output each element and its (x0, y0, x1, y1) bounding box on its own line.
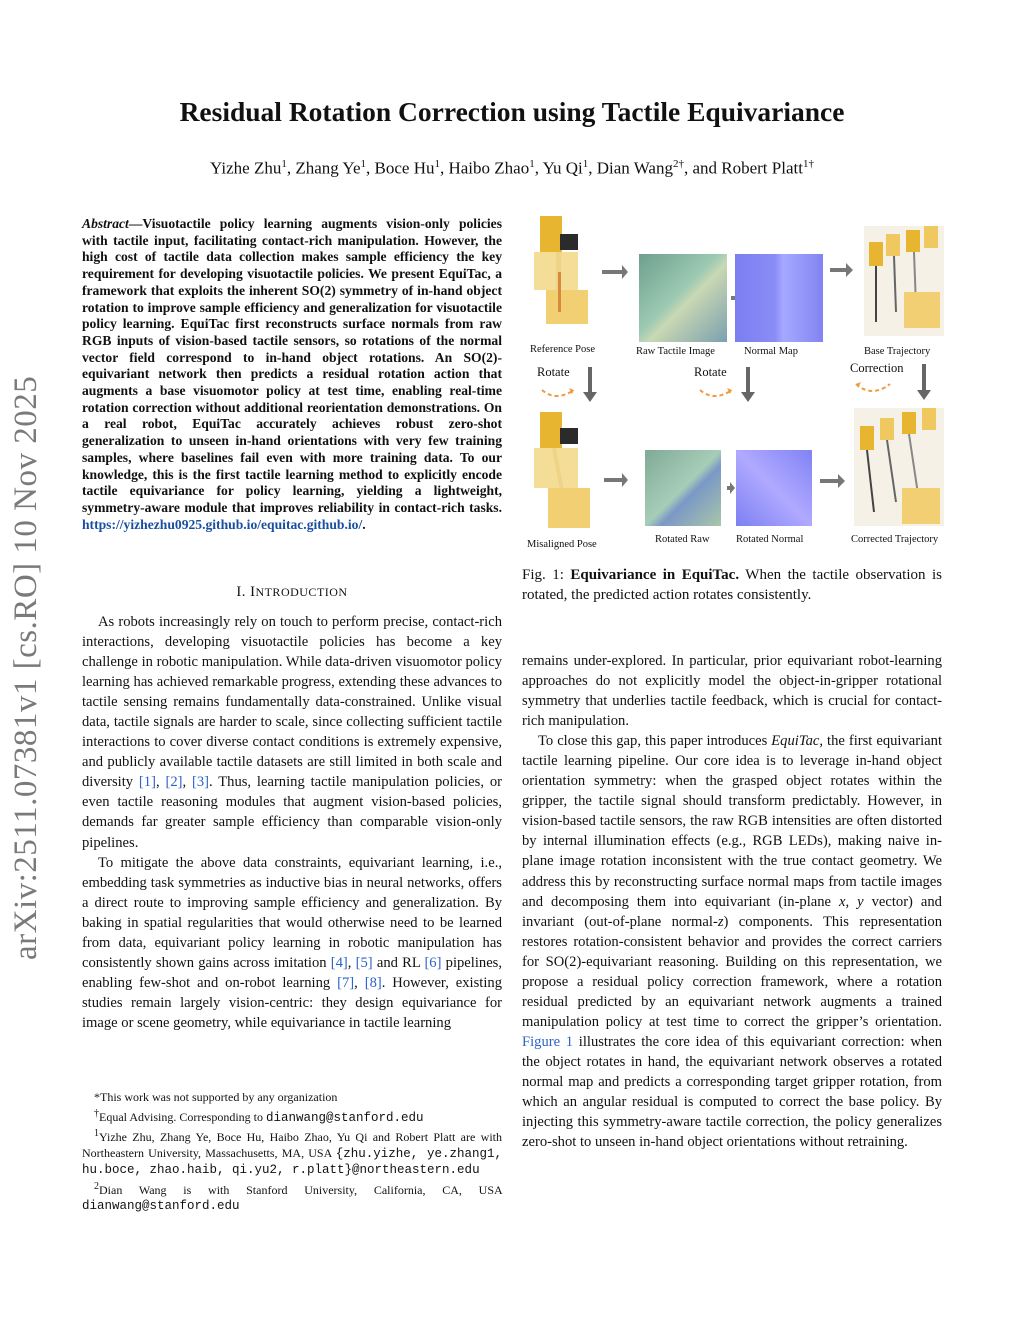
rotated-normal-image (736, 450, 812, 526)
author: Dian Wang (596, 158, 673, 178)
abstract (82, 216, 502, 533)
citation-link[interactable]: [4] (330, 954, 348, 971)
label-rotate-mid: Rotate (694, 365, 727, 379)
intro-paragraph-2: To mitigate the above data constraints, equivariant learning, i.e., embedding task symmetries as inductive bias in neural networks, offers a direct route to improving sample efficiency and generalization. By baking in spatial regularities that would otherwise need to be learned from data, equivariant policy learning in robotic manipulation has consistently shown gains across imitation [4], [5] and RL [6] pipelines, enabling few-shot and on-robot learning [7], [8]. However, existing studies remain largely vision-centric: they design equivariance for image or scene geometry, while equivariance in tactile learning (82, 854, 502, 1031)
right-paragraph-0: remains under-explored. In particular, prior equivariant robot-learning approaches do not explicitly model the object-in-gripper rotational symmetry that underlies tactile feedback, which is crucial for contact-rich manipulation. (522, 653, 942, 730)
label-reference-pose: Reference Pose (530, 344, 596, 355)
paper-title: Residual Rotation Correction using Tactile Equivariance (179, 96, 845, 127)
method-name: EquiTac (771, 733, 820, 750)
citation-link[interactable]: [3] (191, 774, 210, 791)
footnote-advising: †Equal Advising. Corresponding to dianwang@stanford.edu (94, 1107, 424, 1125)
author-affiliation: 1 (281, 158, 287, 170)
abstract-end: . (362, 516, 366, 532)
email-link[interactable]: dianwang@stanford.edu (266, 1110, 424, 1125)
citation-link[interactable]: [5] (355, 954, 373, 971)
caption-text: When the tactile observation is rotated, the predicted action rotates consistently. (522, 567, 942, 603)
caption-title: Equivariance in EquiTac. (570, 567, 740, 583)
author: Boce Hu (374, 158, 435, 178)
arrow-icon (602, 265, 628, 279)
label-normal-map: Normal Map (744, 346, 798, 357)
reference-pose-image (534, 216, 588, 324)
author-affiliation: 1 (360, 158, 367, 170)
footnote-affiliation-2: $^2$Dian Wang is with Stanford University, California, CA, USA dianwang@stanford.edu (82, 1180, 502, 1213)
author-affiliation: 1 (582, 158, 589, 170)
author: Yizhe Zhu (210, 158, 282, 178)
label-raw-tactile: Raw Tactile Image (636, 346, 715, 357)
corrected-trajectory-image (854, 408, 944, 526)
caption-label: Fig. 1: (522, 567, 564, 583)
label-rotated-raw: Rotated Raw (655, 534, 710, 545)
label-corrected-trajectory: Corrected Trajectory (851, 534, 939, 545)
label-rotate-left: Rotate (537, 365, 570, 379)
rotated-raw-image (645, 450, 721, 526)
abstract-label: Abstract (82, 216, 129, 231)
author-affiliation: 1 (529, 158, 535, 170)
abstract-text: —Visuotactile policy learning augments vision-only policies with tactile input, facilitating contact-rich manipulation. However, the high cost of tactile data collection makes sample efficiency the key requirement for developing visuotactile policies. We present EquiTac, a framework that exploits the inherent SO(2) symmetry of in-hand object rotation to improve sample efficiency and generalization for visuotactile policy learning. EquiTac first reconstructs surface normals from raw RGB inputs of vision-based tactile sensors, so rotations of the normal vector field correspond to in-hand object rotations. An SO(2)-equivariant network then predicts a residual rotation action that augments a base visuomotor policy at test time, enabling real-time rotation correction without additional reorientation demonstrations. On a real robot, EquiTac accurately achieves robust zero-shot generalization to unseen in-hand orientations with very few training samples, where baselines fail even with more training data. To our knowledge, this is the first tactile learning method to explicitly encode tactile equivariance for policy learning, yielding a lightweight, symmetry-aware module that improves reliability in contact-rich tasks. (82, 216, 502, 515)
author: Zhang Ye (295, 158, 361, 178)
arrow-icon (830, 263, 853, 277)
arrow-icon (820, 474, 845, 488)
author-affiliation: 1† (802, 158, 814, 170)
arxiv-identifier: arXiv:2511.07381v1 [cs.RO] 10 Nov 2025 (8, 375, 44, 960)
base-trajectory-image (864, 226, 944, 336)
down-arrow-icon (741, 367, 755, 402)
citation-link[interactable]: [7] (337, 974, 355, 991)
figure-1-graphic (524, 212, 944, 557)
misaligned-pose-image (534, 412, 590, 528)
footnotes (82, 1090, 502, 1215)
citation-link[interactable]: [6] (424, 954, 442, 971)
author-affiliation: 2† (672, 158, 684, 170)
rotate-arrow-icon (542, 388, 574, 396)
down-arrow-icon (583, 367, 597, 402)
label-rotated-normal: Rotated Normal (736, 534, 804, 545)
citation-link[interactable]: [8] (364, 974, 382, 991)
normal-map-image (735, 254, 823, 342)
arrow-icon (727, 482, 735, 494)
figure-1-caption (522, 565, 942, 605)
figure-1 (524, 212, 944, 557)
down-arrow-icon (917, 364, 931, 400)
left-column-text (82, 612, 502, 1033)
citation-link[interactable]: [2] (165, 774, 183, 791)
citation-link[interactable]: [1] (138, 774, 156, 791)
author: and Robert Platt (692, 158, 803, 178)
author: Haibo Zhao (448, 158, 530, 178)
email-list: {zhu.yizhe, ye.zhang1, hu.boce, zhao.haib, qi.yu2, r.platt}@northeastern.edu (82, 1146, 503, 1177)
right-paragraph-1: To close this gap, this paper introduces EquiTac, the first equivariant tactile learning pipeline. Our core idea is to leverage in-hand object orientation symmetry: when the grasped object rotates within the gripper, the tactile signal should transform predictably. However, in vision-based tactile sensors, the raw RGB intensities are often distorted by internal illumination effects (e.g., RGB LEDs), making naive in-plane image rotation inconsistent with the true contact geometry. We address this by reconstructing surface normal maps from tactile images and decomposing them into equivariant (in-plane x, y vector) and invariant (out-of-plane normal-z) components. This representation restores rotation-consistent behavior and provides the correct carriers for SO(2)-equivariant reasoning. Building on this representation, we propose a residual policy correction framework, where a rotation residual predicted by an equivariant network augments a trained manipulation policy at test time to correct the gripper’s orientation. Figure 1 illustrates the core idea of this equivariant correction: when the object rotates in hand, the equivariant network observes a rotated normal map and predicts a corresponding target gripper rotation, from which an angular residual is computed to correct the base policy. By injecting this symmetry-aware tactile correction, the policy generalizes zero-shot to unseen in-hand object orientations without retraining. (522, 733, 942, 1151)
author-list: Yizhe Zhu$^1$, Zhang Ye$^1$, Boce Hu$^1$, Haibo Zhao$^1$, Yu Qi$^1$, Dian Wang$^{2\dagger}$, and Robert Platt$^{1\dagger}$ (210, 158, 814, 178)
intro-paragraph-1: As robots increasingly rely on touch to perform precise, contact-rich interactions, developing visuotactile policies has become a key challenge in robotic manipulation. While data-driven visuomotor policy learning has achieved remarkable progress, extending these advances to tactile sensing remains fundamentally data-constrained. Unlike visual data, tactile signals are harder to scale, since collecting sufficient tactile interactions to cover diverse contact conditions is extremely expensive, and publicly available tactile datasets are still limited in both scale and diversity [1], [2], [3]. Thus, learning tactile manipulation policies, or even tactile reasoning modules that augment vision-based policies, demands far greater sample efficiency than comparable vision-only pipelines. (82, 614, 502, 851)
rotate-arrow-icon (700, 388, 732, 396)
label-base-trajectory: Base Trajectory (864, 346, 931, 357)
label-misaligned-pose: Misaligned Pose (527, 539, 597, 550)
raw-tactile-image (639, 254, 727, 342)
author-affiliation: 1 (434, 158, 440, 170)
footnote-affiliation-1: $^1$Yizhe Zhu, Zhang Ye, Boce Hu, Haibo Zhao, Yu Qi and Robert Platt are with Northeastern University, Massachusetts, MA, USA {zhu.yizhe, ye.zhang1, hu.boce, zhao.haib, qi.yu2, r.platt}@northeastern.edu (82, 1128, 503, 1177)
figure-reference-link[interactable]: Figure 1 (522, 1033, 574, 1050)
section-heading-introduction: I. INTRODUCTION (236, 584, 348, 600)
email-link[interactable]: dianwang@stanford.edu (82, 1199, 240, 1213)
correction-arrow-icon (856, 382, 890, 391)
author: Yu Qi (542, 158, 583, 178)
right-column-text (522, 651, 942, 1152)
footnote-funding: *This work was not supported by any organization (94, 1090, 338, 1104)
project-link[interactable]: https://yizhezhu0925.github.io/equitac.github.io/ (82, 516, 363, 532)
label-correction: Correction (850, 361, 904, 375)
arrow-icon (604, 473, 628, 487)
